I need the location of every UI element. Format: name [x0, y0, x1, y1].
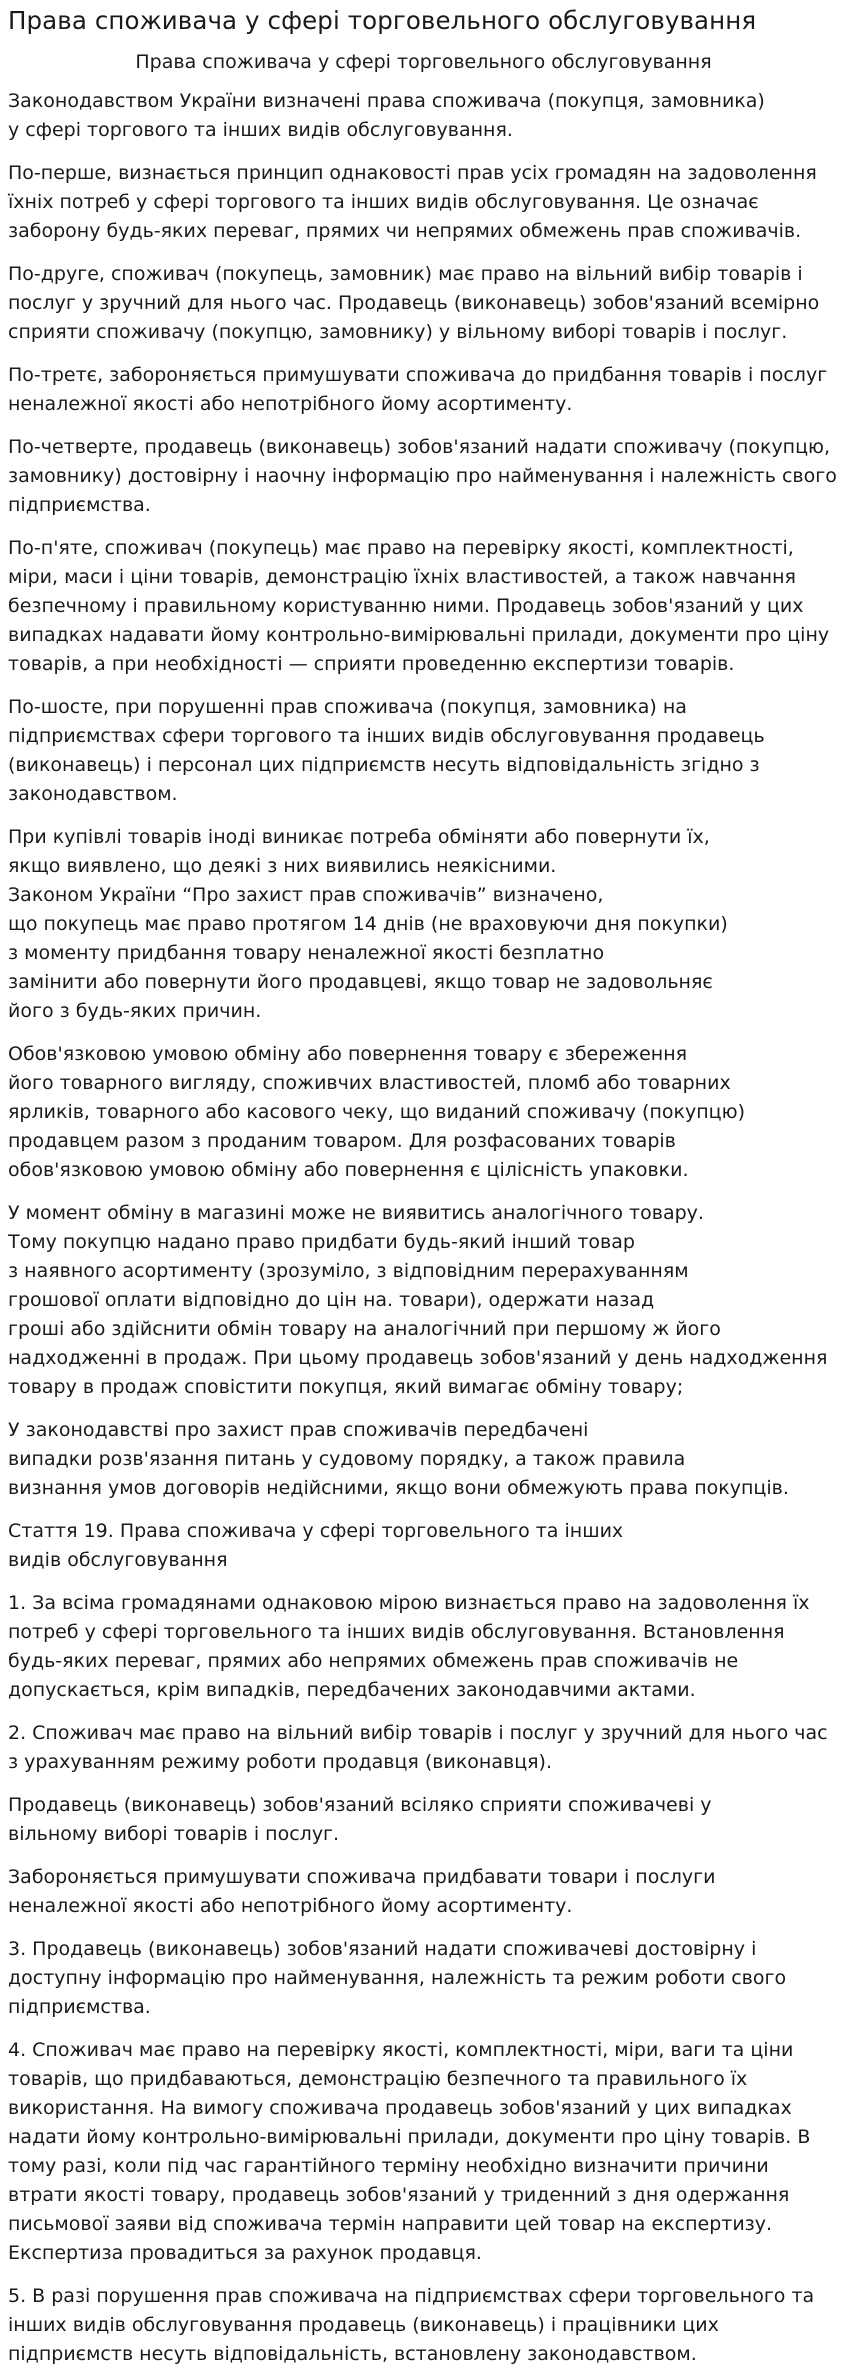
page-title: Права споживача у сфері торговельного обслуговування — [8, 6, 757, 35]
paragraph: По-п'яте, споживач (покупець) має право на перевірку якості, комплектності, міри, маси і ціни товарів, демонстрацію їхніх властивостей, а також навчання безпечному і правильному користуванню ними. Продавець зобов'язаний у цих випадках надавати йому контрольно-вимірювальні прилади, документи про ціну товарів, а при необхідності — сприяти проведенню експертизи товарів. — [8, 537, 830, 675]
article-heading: Стаття 19. Права споживача у сфері торговельного та інших видів обслуговування — [8, 1520, 624, 1571]
paragraph: По-четверте, продавець (виконавець) зобов'язаний надати споживачу (покупцю, замовнику) достовірну і наочну інформацію про найменування і належність свого підприємства. — [8, 436, 837, 516]
paragraph: Забороняється примушувати споживача придбавати товари і послуги неналежної якості або непотрібного йому асортименту. — [8, 1866, 716, 1917]
paragraph: 2. Споживач має право на вільний вибір товарів і послуг у зручний для нього час з урахуванням режиму роботи продавця (виконавця). — [8, 1722, 828, 1773]
paragraph: По-третє, забороняється примушувати споживача до придбання товарів і послуг неналежної якості або непотрібного йому асортименту. — [8, 364, 828, 415]
article-body — [8, 87, 839, 2369]
paragraph: Обов'язковою умовою обміну або повернення товару є збереження його товарного вигляду, споживчих властивостей, пломб або товарних ярликів, товарного або касового чеку, що виданий споживачу (покупцю) продавцем разом з проданим товаром. Для розфасованих товарів обов'язковою умовою обміну або повернення є цілісність упаковки. — [8, 1043, 745, 1181]
paragraph: 4. Споживач має право на перевірку якості, комплектності, міри, ваги та ціни товарів, що придбаваються, демонстрацію безпечного та правильного їх використання. На вимогу споживача продавець зобов'язаний у цих випадках надати йому контрольно-вимірювальні прилади, документи про ціну товарів. В тому разі, коли під час гарантійного терміну необхідно визначити причини втрати якості товару, продавець зобов'язаний у триденний з дня одержання письмової заяви від споживача термін направити цей товар на експертизу. Експертиза провадиться за рахунок продавця. — [8, 2039, 811, 2264]
paragraph: Законодавством України визначені права споживача (покупця, замовника) у сфері торгового та інших видів обслуговування. — [8, 90, 765, 141]
paragraph: У законодавстві про захист прав споживачів передбачені випадки розв'язання питань у судовому порядку, а також правила визнання умов договорів недійсними, якщо вони обмежують права покупців. — [8, 1419, 789, 1499]
page-subtitle: Права споживача у сфері торговельного обслуговування — [135, 51, 712, 73]
paragraph: 5. В разі порушення прав споживача на підприємствах сфери торговельного та інших видів обслуговування продавець (виконавець) і працівники цих підприємств несуть відповідальність, встановлену законодавством. — [8, 2285, 815, 2365]
paragraph: Продавець (виконавець) зобов'язаний всіляко сприяти споживачеві у вільному виборі товарів і послуг. — [8, 1794, 712, 1845]
paragraph: По-перше, визнається принцип однаковості прав усіх громадян на задоволення їхніх потреб у сфері торгового та інших видів обслуговування. Це означає заборону будь-яких переваг, прямих чи непрямих обмежень прав споживачів. — [8, 162, 817, 242]
paragraph: 1. За всіма громадянами однаковою мірою визнається право на задоволення їх потреб у сфері торговельного та інших видів обслуговування. Встановлення будь-яких переваг, прямих або непрямих обмежень прав споживачів не допускається, крім випадків, передбачених законодавчими актами. — [8, 1592, 810, 1701]
paragraph: По-друге, споживач (покупець, замовник) має право на вільний вибір товарів і послуг у зручний для нього час. Продавець (виконавець) зобов'язаний всемірно сприяти споживачу (покупцю, замовнику) у вільному виборі товарів і послуг. — [8, 263, 820, 343]
paragraph: По-шосте, при порушенні прав споживача (покупця, замовника) на підприємствах сфери торгового та інших видів обслуговування продавець (виконавець) і персонал цих підприємств несуть відповідальність згідно з законодавством. — [8, 696, 765, 805]
paragraph: При купівлі товарів іноді виникає потреба обміняти або повернути їх, якщо виявлено, що деякі з них виявились неякісними. Законом України “Про захист прав споживачів” визначено, що покупець має право протягом 14 днів (не враховуючи дня покупки) з моменту придбання товару неналежної якості безплатно замінити або повернути його продавцеві, якщо товар не задовольняє його з будь-яких причин. — [8, 826, 728, 1022]
paragraph: У момент обміну в магазині може не виявитись аналогічного товару. Тому покупцю надано право придбати будь-який інший товар з наявного асортименту (зрозуміло, з відповідним перерахуванням грошової оплати відповідно до цін на. товари), одержати назад гроші або здійснити обмін товару на аналогічний при першому ж його надходженні в продаж. При цьому продавець зобов'язаний у день надходження товару в продаж сповістити покупця, який вимагає обміну товару; — [8, 1202, 828, 1398]
paragraph: 3. Продавець (виконавець) зобов'язаний надати споживачеві достовірну і доступну інформацію про найменування, належність та режим роботи свого підприємства. — [8, 1938, 787, 2018]
